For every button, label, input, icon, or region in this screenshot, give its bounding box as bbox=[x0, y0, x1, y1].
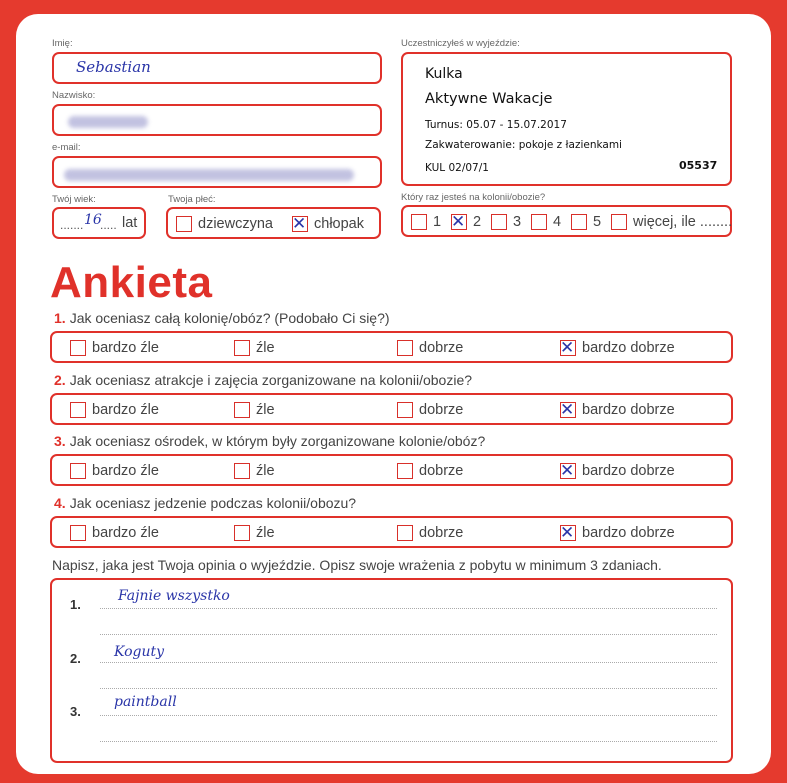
dotted-line bbox=[100, 634, 717, 635]
check-mark-icon: ✕ bbox=[560, 338, 575, 358]
question-text: Jak oceniasz ośrodek, w którym były zorganizowane kolonie/obóz? bbox=[69, 433, 486, 449]
question-number: 2. bbox=[54, 372, 66, 388]
checkbox[interactable] bbox=[397, 340, 413, 356]
times-option-5[interactable] bbox=[571, 214, 601, 230]
rating-option[interactable] bbox=[70, 525, 159, 541]
checkbox[interactable] bbox=[611, 214, 627, 230]
rating-option[interactable] bbox=[560, 340, 675, 356]
checkbox[interactable] bbox=[234, 402, 250, 418]
option-label: 2 bbox=[473, 214, 482, 230]
rating-option[interactable] bbox=[560, 463, 675, 479]
checkbox[interactable] bbox=[451, 214, 467, 230]
dotted-line bbox=[100, 715, 717, 716]
name-field[interactable] bbox=[52, 52, 382, 84]
question-text: Jak oceniasz całą kolonię/obóz? (Podobało Ci się?) bbox=[69, 310, 390, 326]
option-label: źle bbox=[256, 525, 275, 541]
trip-info bbox=[401, 52, 732, 186]
gender-option-female[interactable] bbox=[176, 216, 273, 232]
age-dots-right: ..... bbox=[100, 218, 117, 232]
opinion-line-3: paintball bbox=[114, 694, 177, 710]
name-value: Sebastian bbox=[76, 58, 151, 76]
checkbox[interactable] bbox=[292, 216, 308, 232]
trip-code: KUL 02/07/1 bbox=[425, 162, 489, 174]
times-field bbox=[401, 205, 732, 237]
question-1 bbox=[54, 310, 390, 326]
checkbox[interactable] bbox=[70, 340, 86, 356]
times-label: Który raz jesteś na kolonii/obozie? bbox=[401, 192, 546, 203]
checkbox[interactable] bbox=[491, 214, 507, 230]
option-label: bardzo źle bbox=[92, 463, 159, 479]
option-label: 1 bbox=[433, 214, 442, 230]
dotted-line bbox=[100, 741, 717, 742]
rating-option[interactable] bbox=[234, 525, 275, 541]
trip-label: Uczestniczyłeś w wyjeździe: bbox=[401, 38, 520, 49]
age-value: 16 bbox=[84, 212, 102, 228]
option-label: dziewczyna bbox=[198, 216, 273, 232]
checkbox[interactable] bbox=[70, 525, 86, 541]
option-label: chłopak bbox=[314, 216, 364, 232]
times-option-3[interactable] bbox=[491, 214, 521, 230]
checkbox[interactable] bbox=[70, 402, 86, 418]
rating-option[interactable] bbox=[397, 525, 463, 541]
checkbox[interactable] bbox=[234, 340, 250, 356]
option-label: dobrze bbox=[419, 525, 464, 541]
name-label: Imię: bbox=[52, 38, 73, 49]
check-mark-icon: ✕ bbox=[560, 461, 575, 481]
option-label: 4 bbox=[553, 214, 562, 230]
rating-option[interactable] bbox=[234, 340, 275, 356]
option-label: bardzo dobrze bbox=[582, 525, 675, 541]
dotted-line bbox=[100, 688, 717, 689]
rating-option[interactable] bbox=[234, 402, 275, 418]
option-label: więcej, ile ........ bbox=[633, 214, 733, 230]
dotted-line bbox=[100, 608, 717, 609]
trip-number: 05537 bbox=[679, 159, 718, 172]
rating-option[interactable] bbox=[70, 340, 159, 356]
times-option-1[interactable] bbox=[411, 214, 441, 230]
gender-label: Twoja płeć: bbox=[168, 194, 216, 205]
checkbox[interactable] bbox=[176, 216, 192, 232]
option-label: dobrze bbox=[419, 340, 464, 356]
checkbox[interactable] bbox=[397, 402, 413, 418]
checkbox[interactable] bbox=[560, 463, 576, 479]
rating-option[interactable] bbox=[70, 463, 159, 479]
checkbox[interactable] bbox=[70, 463, 86, 479]
times-option-4[interactable] bbox=[531, 214, 561, 230]
option-label: dobrze bbox=[419, 402, 464, 418]
age-dots-left: ....... bbox=[60, 218, 84, 232]
option-label: źle bbox=[256, 463, 275, 479]
rating-option[interactable] bbox=[560, 402, 675, 418]
checkbox[interactable] bbox=[397, 463, 413, 479]
opinion-field[interactable] bbox=[50, 578, 733, 763]
option-label: 3 bbox=[513, 214, 522, 230]
gender-option-male[interactable] bbox=[292, 216, 364, 232]
trip-name: Kulka bbox=[425, 66, 463, 82]
survey-sheet bbox=[16, 14, 771, 774]
rating-row-2 bbox=[50, 393, 733, 425]
survey-title: Ankieta bbox=[50, 258, 213, 307]
age-field[interactable] bbox=[52, 207, 146, 239]
check-mark-icon: ✕ bbox=[451, 212, 466, 232]
checkbox[interactable] bbox=[234, 525, 250, 541]
line-number: 1. bbox=[70, 597, 81, 612]
rating-option[interactable] bbox=[397, 340, 463, 356]
line-number: 3. bbox=[70, 704, 81, 719]
rating-option[interactable] bbox=[70, 402, 159, 418]
checkbox[interactable] bbox=[397, 525, 413, 541]
redacted-surname bbox=[68, 116, 148, 128]
option-label: 5 bbox=[593, 214, 602, 230]
option-label: bardzo dobrze bbox=[582, 402, 675, 418]
email-label: e-mail: bbox=[52, 142, 81, 153]
question-number: 3. bbox=[54, 433, 66, 449]
rating-option[interactable] bbox=[234, 463, 275, 479]
question-text: Jak oceniasz jedzenie podczas kolonii/obozu? bbox=[69, 495, 357, 511]
trip-program: Aktywne Wakacje bbox=[425, 91, 553, 107]
times-option-2[interactable] bbox=[451, 214, 481, 230]
option-label: bardzo dobrze bbox=[582, 463, 675, 479]
rating-row-1 bbox=[50, 331, 733, 363]
line-number: 2. bbox=[70, 651, 81, 666]
email-field[interactable] bbox=[52, 156, 382, 188]
question-number: 4. bbox=[54, 495, 66, 511]
option-label: bardzo źle bbox=[92, 525, 159, 541]
opinion-line-1: Fajnie wszystko bbox=[118, 588, 230, 604]
question-number: 1. bbox=[54, 310, 66, 326]
rating-row-3 bbox=[50, 454, 733, 486]
checkbox[interactable] bbox=[560, 340, 576, 356]
question-text: Jak oceniasz atrakcje i zajęcia zorganizowane na kolonii/obozie? bbox=[69, 372, 473, 388]
surname-field[interactable] bbox=[52, 104, 382, 136]
checkbox[interactable] bbox=[571, 214, 587, 230]
option-label: źle bbox=[256, 340, 275, 356]
gender-field bbox=[166, 207, 381, 239]
rating-option[interactable] bbox=[397, 463, 463, 479]
checkbox[interactable] bbox=[234, 463, 250, 479]
checkbox[interactable] bbox=[560, 402, 576, 418]
checkbox[interactable] bbox=[411, 214, 427, 230]
rating-row-4 bbox=[50, 516, 733, 548]
rating-option[interactable] bbox=[397, 402, 463, 418]
option-label: bardzo źle bbox=[92, 340, 159, 356]
checkbox[interactable] bbox=[531, 214, 547, 230]
trip-accommodation: Zakwaterowanie: pokoje z łazienkami bbox=[425, 139, 622, 151]
check-mark-icon: ✕ bbox=[560, 523, 575, 543]
dotted-line bbox=[100, 662, 717, 663]
option-label: źle bbox=[256, 402, 275, 418]
option-label: dobrze bbox=[419, 463, 464, 479]
check-mark-icon: ✕ bbox=[292, 214, 307, 234]
option-label: bardzo źle bbox=[92, 402, 159, 418]
opinion-line-2: Koguty bbox=[114, 644, 165, 660]
checkbox[interactable] bbox=[560, 525, 576, 541]
rating-option[interactable] bbox=[560, 525, 675, 541]
question-3 bbox=[54, 433, 485, 449]
age-unit: lat bbox=[122, 215, 138, 231]
question-2 bbox=[54, 372, 472, 388]
redacted-email bbox=[64, 169, 354, 181]
times-option-more[interactable] bbox=[611, 214, 732, 230]
opinion-prompt: Napisz, jaka jest Twoja opinia o wyjeździe. Opisz swoje wrażenia z pobytu w minimum 3 zdaniach. bbox=[52, 557, 662, 573]
check-mark-icon: ✕ bbox=[560, 400, 575, 420]
question-4 bbox=[54, 495, 356, 511]
surname-label: Nazwisko: bbox=[52, 90, 96, 101]
age-label: Twój wiek: bbox=[52, 194, 96, 205]
trip-turnus: Turnus: 05.07 - 15.07.2017 bbox=[425, 119, 567, 131]
option-label: bardzo dobrze bbox=[582, 340, 675, 356]
